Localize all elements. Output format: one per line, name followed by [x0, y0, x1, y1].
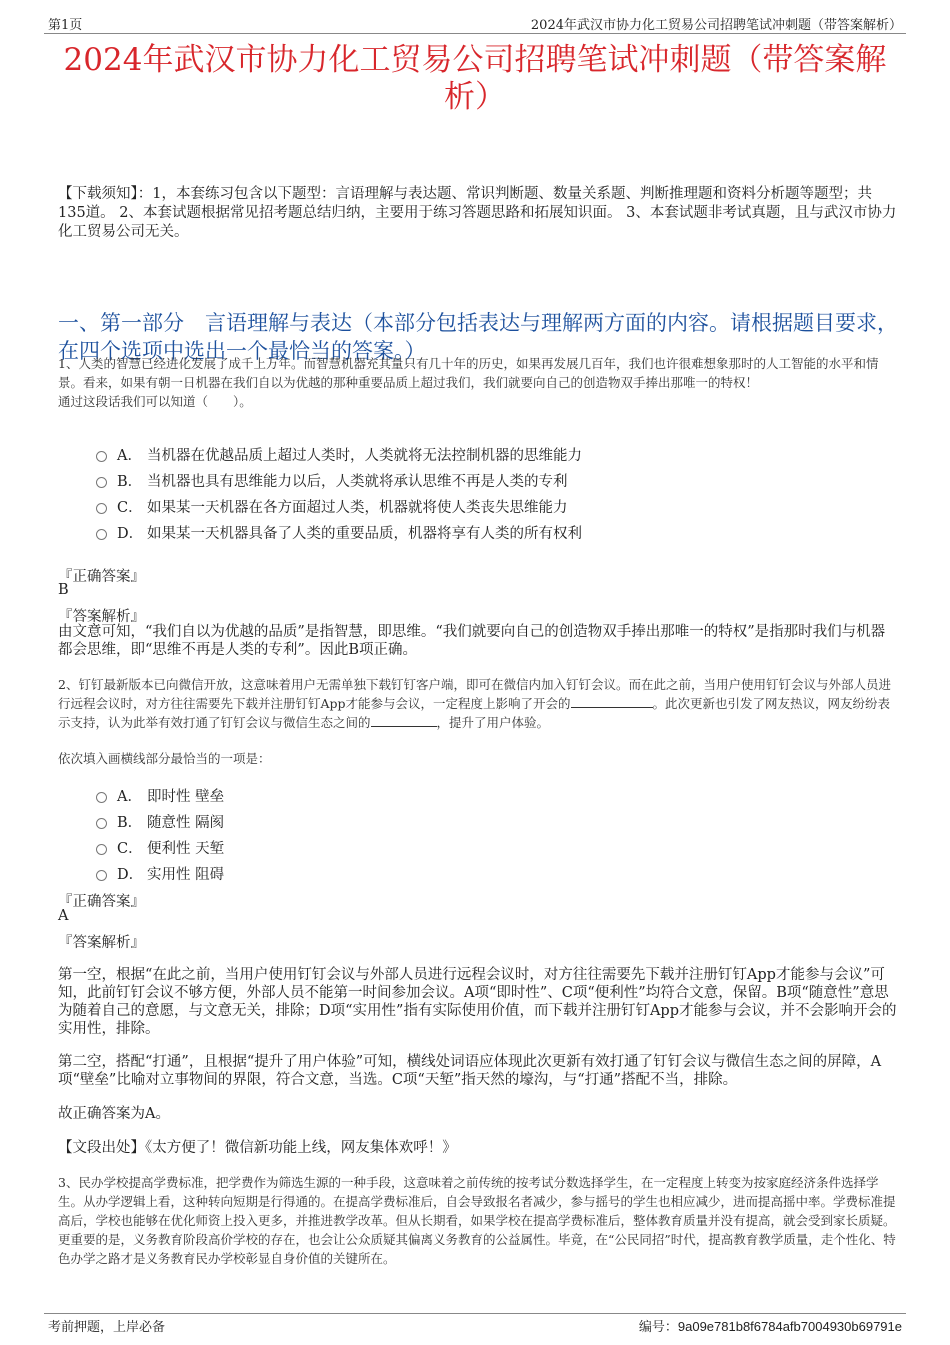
header-divider: [44, 33, 906, 34]
q1-analysis: 由文意可知，“我们自以为优越的品质”是指智慧，即思维。“我们就要向自己的创造物双手捧出那唯一的特权”是指那时我们与机器都会思维，即“思维不再是人类的专利”。因此B项正确。: [58, 624, 886, 658]
q2-analysis-paragraph-2: 第二空，搭配“打通”，且根据“提升了用户体验”可知，横线处词语应体现此次更新有效打通了钉钉会议与微信生态之间的屏障，A项“壁垒”比喻对立事物间的界限，符合文意，当选。C项“天堑”指天然的壕沟，与“打通”搭配不当，排除。: [58, 1054, 882, 1088]
q2-prompt: 依次填入画横线部分最恰当的一项是：: [58, 751, 271, 766]
footer-code: 编号：9a09e781b8f6784afb7004930b69791e: [638, 1319, 902, 1335]
q3-text: 3、民办学校提高学费标准，把学费作为筛选生源的一种手段，这意味着之前传统的按考试分数选择学生，在一定程度上转变为按家庭经济条件选择学生。从办学逻辑上看，这种转向短期是行得通的。在提高学费标准后，自会导致报名者减少，参与摇号的学生也相应减少，进而提高摇中率。学费标准提高后，学校也能够在优化师资上投入更多，并推进教学改革。但从长期看，如果学校在提高学费标准后，整体教育质量并没有提高，就会受到家长质疑。更重要的是，义务教育阶段高价学校的存在，也会让公众质疑其偏离义务教育的公益属性。毕竟，在“公民同招”时代，提高教育教学质量，走个性化、特色办学之路才是义务教育民办学校彰显自身价值的关键所在。: [58, 1175, 896, 1266]
fill-blank-1: [571, 695, 653, 708]
radio-icon[interactable]: [96, 844, 107, 855]
q2-answer: A: [58, 908, 69, 924]
q2-analysis-label: 『答案解析』: [58, 935, 145, 951]
footer-slogan: 考前押题，上岸必备: [48, 1320, 166, 1335]
q1-option-d[interactable]: D． 如果某一天机器具备了人类的重要品质，机器将享有人类的所有权利: [96, 519, 582, 545]
q1-analysis-label: 『答案解析』: [58, 609, 145, 625]
q1-options: [96, 441, 582, 545]
header-doc-title: 2024年武汉市协力化工贸易公司招聘笔试冲刺题（带答案解析）: [530, 18, 902, 33]
q2-option-c[interactable]: C． 便利性 天堑: [96, 834, 224, 860]
radio-icon[interactable]: [96, 792, 107, 803]
q1-option-c[interactable]: C． 如果某一天机器在各方面超过人类，机器就将使人类丧失思维能力: [96, 493, 582, 519]
download-notice: 【下载须知】：1，本套练习包含以下题型：言语理解与表达题、常识判断题、数量关系题、判断推理题和资料分析题等题型；共135道。 2、本套试题根据常见招考题总结归纳，主要用于练习答题思路和拓展知识面。 3、本套试题非考试真题，且与武汉市协力化工贸易公司无关。: [58, 186, 897, 240]
q1-prompt: 通过这段话我们可以知道（ ）。: [58, 394, 252, 409]
q2-correct-answer-label: 『正确答案』: [58, 894, 145, 910]
radio-icon[interactable]: [96, 818, 107, 829]
document-title: 2024年武汉市协力化工贸易公司招聘笔试冲刺题（带答案解析）: [63, 42, 887, 115]
q2-option-a[interactable]: A． 即时性 壁垒: [96, 782, 224, 808]
radio-icon[interactable]: [96, 870, 107, 881]
q2-text: 2、钉钉最新版本已向微信开放，这意味着用户无需单独下载钉钉客户端，即可在微信内加入钉钉会议。而在此之前，当用户使用钉钉会议与外部人员进行远程会议时，对方往往需要先下载并注册钉钉App才能参与会议，一定程度上影响了开会的 。此次更新也引发了网友热议，网友纷纷表示支持，认为此举有效打通了钉钉会议与微信生态之间的 ，提升了用户体验。: [58, 677, 891, 730]
q2-conclusion: 故正确答案为A。: [58, 1106, 170, 1122]
q1-text: [58, 354, 900, 411]
q2-options: [96, 782, 224, 886]
q2-option-b[interactable]: B． 随意性 隔阂: [96, 808, 224, 834]
fill-blank-2: [371, 714, 437, 727]
radio-icon[interactable]: [96, 451, 107, 462]
radio-icon[interactable]: [96, 477, 107, 488]
document-code: 9a09e781b8f6784afb7004930b69791e: [677, 1319, 902, 1334]
q2-analysis-paragraph-1: 第一空，根据“在此之前，当用户使用钉钉会议与外部人员进行远程会议时，对方往往需要先下载并注册钉钉App才能参与会议”可知，此前钉钉会议不够方便，外部人员不能第一时间参加会议。A项“即时性”、C项“便利性”均符合文意，保留。B项“随意性”意思为随着自己的意愿，与文意无关，排除；D项“实用性”指有实际使用价值，而下载并注册钉钉App才能参与会议，并不会影响开会的实用性，排除。: [58, 967, 897, 1037]
q1-option-b[interactable]: B． 当机器也具有思维能力以后，人类就将承认思维不再是人类的专利: [96, 467, 582, 493]
page-number: 第1页: [48, 18, 83, 33]
q1-correct-answer-label: 『正确答案』: [58, 569, 145, 585]
q2-option-d[interactable]: D． 实用性 阻碍: [96, 860, 224, 886]
q1-option-a[interactable]: A． 当机器在优越品质上超过人类时，人类就将无法控制机器的思维能力: [96, 441, 582, 467]
q1-stem: 1、人类的智慧已经进化发展了成千上万年。而智慧机器充其量只有几十年的历史，如果再发展几百年，我们也许很难想象那时的人工智能的水平和情景。看来，如果有朝一日机器在我们自以为优越的那种重要品质上超过我们，我们就要向自己的创造物双手捧出那唯一的特权！: [58, 356, 879, 390]
radio-icon[interactable]: [96, 503, 107, 514]
q1-answer: B: [58, 582, 69, 598]
q2-source: 【文段出处】《太方便了！微信新功能上线，网友集体欢呼！》: [58, 1140, 457, 1156]
footer-divider: [44, 1313, 906, 1314]
section-title: 一、第一部分 言语理解与表达（本部分包括表达与理解两方面的内容。请根据题目要求，在四个选项中选出一个最恰当的答案。）: [58, 311, 898, 363]
radio-icon[interactable]: [96, 529, 107, 540]
